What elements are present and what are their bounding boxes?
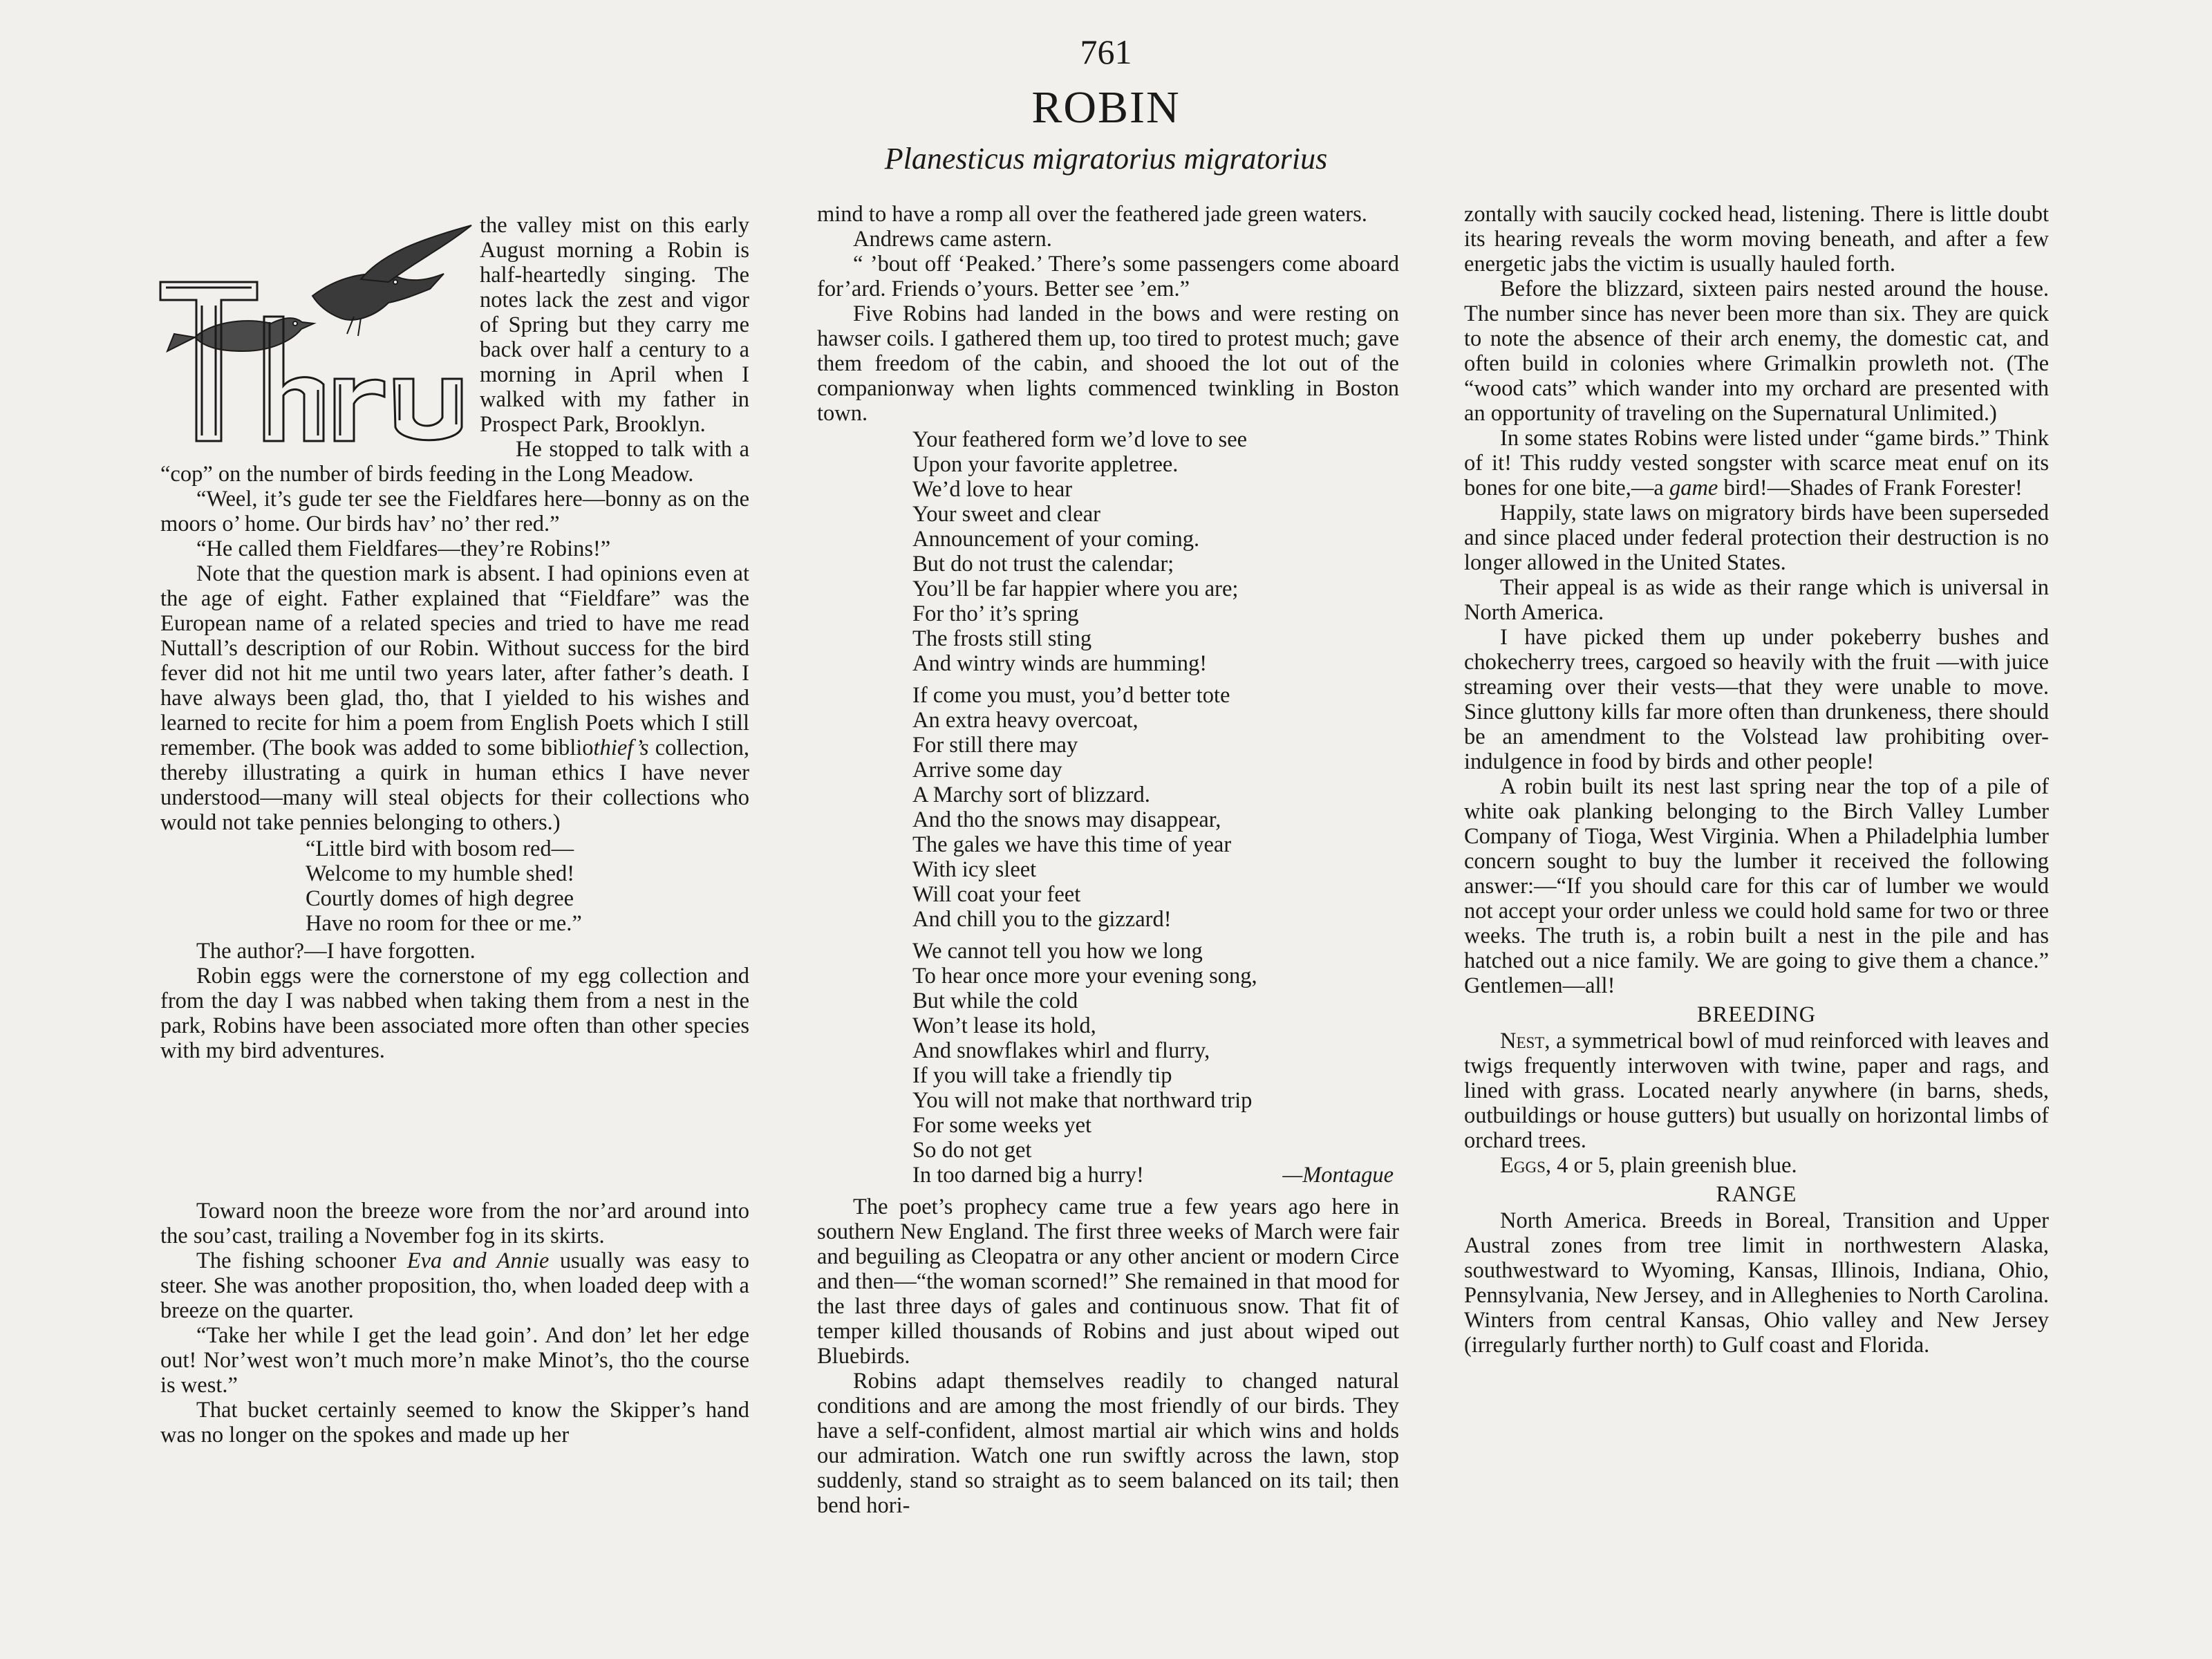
eggs-paragraph xyxy=(1464,1153,2049,1178)
column-2 xyxy=(817,202,1399,1518)
poem-line: The frosts still sting xyxy=(912,626,1092,651)
poem-little-bird xyxy=(160,836,749,936)
poem-line: An extra heavy overcoat, xyxy=(912,708,1138,733)
eggs-text: , 4 or 5, plain greenish blue. xyxy=(1545,1153,1797,1178)
poem-line: You’ll be far happier where you are; xyxy=(912,577,1239,601)
page-title: ROBIN xyxy=(1031,82,1181,133)
poem-line: “Little bird with bosom red— xyxy=(306,836,574,861)
poem-line: Upon your favorite appletree. xyxy=(912,452,1179,477)
poem-line: Won’t lease its hold, xyxy=(912,1013,1096,1038)
poem-line: But while the cold xyxy=(912,988,1078,1013)
spacer xyxy=(160,1063,749,1199)
poem-line: Courtly domes of high degree xyxy=(306,886,574,911)
poem-line-text: In too darned big a hurry! xyxy=(912,1163,1144,1188)
paragraph-text: bird!—Shades of Frank Forester! xyxy=(1718,476,2023,500)
paragraph-text: the valley mist on this early August morning a Robin is half-heartedly singing. The notes lack the zest and vigor of Spring but they carry me back over half a century to a morning in April when I walked with my father in Prospect Park, Brooklyn. xyxy=(480,213,749,437)
poem-line: And tho the snows may disappear, xyxy=(912,807,1221,832)
poem-line: Arrive some day xyxy=(912,758,1062,782)
poem-line: We cannot tell you how we long xyxy=(912,939,1203,964)
poem-line xyxy=(912,1163,1394,1188)
poem-line: With icy sleet xyxy=(912,857,1037,882)
poem-line: And snowflakes whirl and flurry, xyxy=(912,1038,1210,1063)
paragraph-text: usually was easy to steer. She was another proposition, tho, when loaded deep with a breeze on the quarter. xyxy=(160,1248,749,1323)
poem-line: Have no room for thee or me.” xyxy=(306,911,582,936)
poem-attribution: —Montague xyxy=(1282,1163,1394,1188)
poem-line: The gales we have this time of year xyxy=(912,832,1232,857)
nest-text: , a symmetrical bowl of mud reinforced with leaves and twigs frequently interwoven with twine, paper and rags, and lined with grass. Located nearly anywhere (in barns, sheds, outbuildings or house gutters) but usually on horizontal limbs of orchard trees. xyxy=(1464,1029,2049,1153)
poem-line: We’d love to hear xyxy=(912,477,1073,502)
paragraph: Robins adapt themselves readily to changed natural conditions and are among the most friendly of our birds. They have a self-confident, almost martial air which wins and holds our admiration. Watch one run swiftly across the lawn, stop suddenly, stand so straight as to seem balanced on its tail; then bend hori- xyxy=(817,1369,1399,1518)
paragraph xyxy=(1464,426,2049,500)
paragraph-text: Note that the question mark is absent. I had opinions even at the age of eight. Father explained that “Fieldfare” was the European name of a related species and tried to have me read Nuttall’s description of our Robin. Without success for the bird fever did not hit me until two years later, after father’s death. I have always been glad, tho, that I yielded to his wishes and learned to recite for him a poem from English Poets which I still remember. (The book was added to some biblio xyxy=(160,561,749,760)
range-paragraph: North America. Breeds in Boreal, Transition and Upper Austral zones from tree limit in northwestern Alaska, southwestward to Wyoming, Kansas, Illinois, Indiana, Ohio, Pennsylvania, New Jersey, and in Alleghenies to North Carolina. Winters from central Kansas, Ohio valley and New Jersey (irregularly further north) to Gulf coast and Florida. xyxy=(1464,1208,2049,1358)
eggs-label: Eggs xyxy=(1500,1153,1546,1178)
poem-line: Will coat your feet xyxy=(912,882,1081,907)
breeding-heading: BREEDING xyxy=(1696,1002,1817,1027)
poem-line: Your feathered form we’d love to see xyxy=(912,427,1248,452)
poem-line: If you will take a friendly tip xyxy=(912,1063,1172,1088)
paragraph-text: The fishing schooner xyxy=(196,1248,407,1273)
flying-robin-icon xyxy=(312,225,471,336)
perched-robin-icon xyxy=(167,318,314,351)
poem-line: And chill you to the gizzard! xyxy=(912,907,1172,932)
paragraph: He stopped to talk with a “cop” on the number of birds feeding in the Long Meadow. xyxy=(160,437,749,487)
poem-line: Announcement of your coming. xyxy=(912,527,1200,552)
dropcap-letters xyxy=(160,282,462,441)
paragraph: The poet’s prophecy came true a few years ago here in southern New England. The first three weeks of March were fair and beguiling as Cleopatra or any other ancient or modern Circe and then—“the woman scorned!” She remained in that mood for the last three days of gales and continuous snow. That fit of temper killed thousands of Robins and just about wiped out Bluebirds. xyxy=(817,1194,1399,1369)
column-3 xyxy=(1464,202,2049,1358)
range-heading: RANGE xyxy=(1716,1182,1797,1207)
paragraph: mind to have a romp all over the feathered jade green waters. xyxy=(817,202,1367,227)
paragraph: That bucket certainly seemed to know the Skipper’s hand was no longer on the spokes and made up her xyxy=(160,1398,749,1447)
poem-line: For tho’ it’s spring xyxy=(912,601,1079,626)
poem-stanza xyxy=(912,939,1399,1188)
paragraph: I have picked them up under pokeberry bushes and chokecherry trees, cargoed so heavily with the fruit —with juice streaming over their vests—that they were unable to move. Since gluttony kills far more often than drunkeness, there should be an amendment to the Volstead law prohibiting over-indulgence in food by birds and other people! xyxy=(1464,625,2049,774)
paragraph: Robin eggs were the cornerstone of my egg collection and from the day I was nabbed when taking them from a nest in the park, Robins have been associated more often than other species with my bird adventures. xyxy=(160,964,749,1063)
emphasis: Eva and Annie xyxy=(406,1248,550,1273)
paragraph: “Weel, it’s gude ter see the Fieldfares here—bonny as on the moors o’ home. Our birds hav’ no’ ther red.” xyxy=(160,487,749,536)
paragraph-text: In some states Robins were listed under “game birds.” Think of it! This ruddy vested songster with scarce meat enuf on its bones for one bite,—a xyxy=(1464,426,2049,500)
paragraph: Andrews came astern. xyxy=(853,227,1052,252)
paragraph: Happily, state laws on migratory birds have been superseded and since placed under federal protection their destruction is no longer allowed in the United States. xyxy=(1464,500,2049,575)
paragraph: Toward noon the breeze wore from the nor’ard around into the sou’cast, trailing a November fog in its skirts. xyxy=(160,1199,749,1248)
nest-paragraph xyxy=(1464,1029,2049,1153)
paragraph: “Take her while I get the lead goin’. And don’ let her edge out! Nor’west won’t much more’n make Minot’s, tho the course is west.” xyxy=(160,1323,749,1398)
dropcap-illustration xyxy=(153,213,473,445)
paragraph xyxy=(160,1248,749,1323)
poem-line: Welcome to my humble shed! xyxy=(306,861,575,886)
robins-drop-cap-illustration xyxy=(153,213,473,445)
emphasis: thief’s xyxy=(593,735,649,760)
poem-stanza xyxy=(912,683,1399,932)
poem-line: Your sweet and clear xyxy=(912,502,1100,527)
poem-line: You will not make that northward trip xyxy=(912,1088,1253,1113)
paragraph: A robin built its nest last spring near the top of a pile of white oak planking belonging to the Birch Valley Lumber Company of Tioga, West Virginia. When a Philadelphia lumber concern sought to buy the lumber it received the following answer:—“If you should care for this car of lumber we would not accept your order unless we could hold same for two or three weeks. The truth is, a robin built a nest in the pile and has hatched out a nice family. We are going to give them a chance.” Gentlemen—all! xyxy=(1464,774,2049,998)
page-number: 761 xyxy=(1080,32,1132,71)
poem-line: To hear once more your evening song, xyxy=(912,964,1257,988)
paragraph: “He called them Fieldfares—they’re Robins!” xyxy=(196,536,611,561)
paragraph: Before the blizzard, sixteen pairs nested around the house. The number since has never been more than six. They are quick to note the absence of their arch enemy, the domestic cat, and often build in colonies where Grimalkin prowleth not. (The “wood cats” which wander into my orchard are presented with an opportunity of traveling on the Supernatural Unlimited.) xyxy=(1464,276,2049,426)
paragraph: Five Robins had landed in the bows and were resting on hawser coils. I gathered them up, too tired to protest much; gave them freedom of the cabin, and shooed the lot out of the companionway when lights commenced twinkling in Boston town. xyxy=(817,301,1399,426)
paragraph-text: collection, thereby illustrating a quirk in human ethics I have never understood—many will steal objects for their collections who would not take pennies belonging to others.) xyxy=(160,735,749,835)
paragraph: “ ’bout off ‘Peaked.’ There’s some passengers come aboard for’ard. Friends o’yours. Better see ’em.” xyxy=(817,252,1399,301)
paragraph: The author?—I have forgotten. xyxy=(196,939,476,964)
emphasis: game xyxy=(1669,476,1718,500)
column-1 xyxy=(153,213,749,1447)
nest-label: Nest xyxy=(1500,1029,1545,1053)
poem-line: For some weeks yet xyxy=(912,1113,1092,1138)
poem-line: So do not get xyxy=(912,1138,1032,1163)
poem-line: For still there may xyxy=(912,733,1078,758)
poem-montague xyxy=(817,427,1399,1188)
poem-line: But do not trust the calendar; xyxy=(912,552,1174,577)
scientific-name: Planesticus migratorius migratorius xyxy=(884,142,1328,176)
dropcap-text: Thru xyxy=(153,213,155,214)
paragraph: Their appeal is as wide as their range which is universal in North America. xyxy=(1464,575,2049,625)
paragraph xyxy=(160,561,749,835)
poem-line: A Marchy sort of blizzard. xyxy=(912,782,1150,807)
paragraph: zontally with saucily cocked head, listening. There is little doubt its hearing reveals the worm moving beneath, and after a few energetic jabs the victim is usually hauled forth. xyxy=(1464,202,2049,276)
poem-line: If come you must, you’d better tote xyxy=(912,683,1230,708)
poem-stanza xyxy=(912,427,1399,676)
poem-line: And wintry winds are humming! xyxy=(912,651,1208,676)
